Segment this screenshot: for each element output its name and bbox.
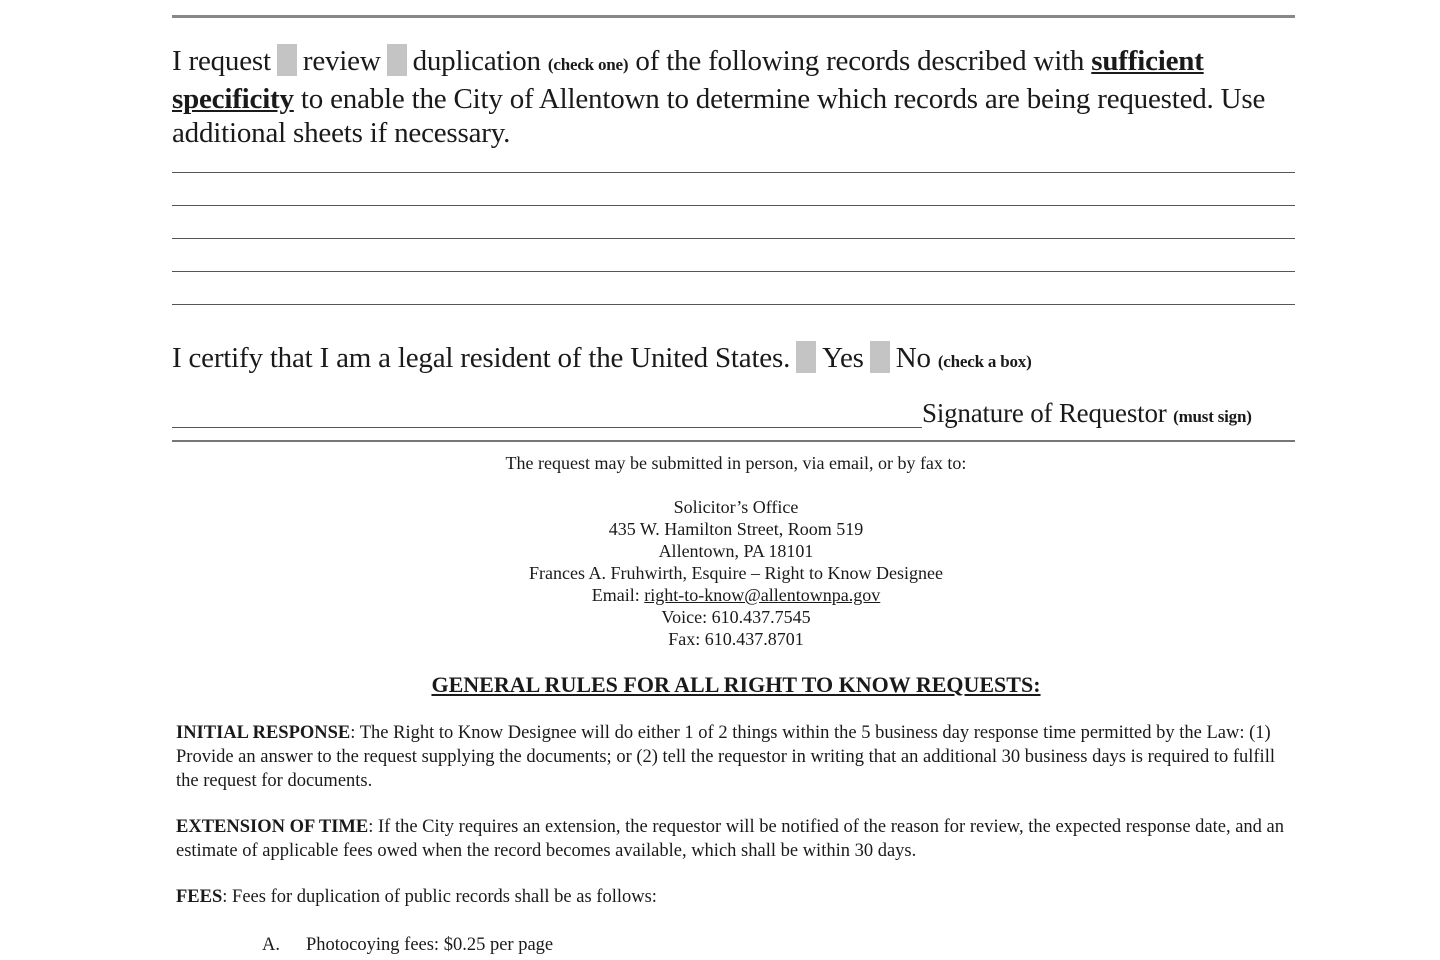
fee-item-letter: A. <box>262 935 280 955</box>
street-address: 435 W. Hamilton Street, Room 519 <box>608 519 864 539</box>
signature-divider <box>172 440 1295 442</box>
yes-label: Yes <box>822 342 864 374</box>
request-paragraph <box>172 44 1297 150</box>
duplication-label: duplication <box>412 45 541 77</box>
check-a-box-note: (check a box) <box>937 352 1032 371</box>
signature-line[interactable] <box>172 427 922 428</box>
email-row <box>172 584 1300 606</box>
writing-line-3[interactable] <box>172 238 1295 239</box>
fee-item <box>262 933 553 957</box>
submission-intro: The request may be submitted in person, via email, or by fax to: <box>505 453 967 473</box>
voice-number: Voice: 610.437.7545 <box>661 607 811 627</box>
writing-line-5[interactable] <box>172 304 1295 305</box>
yes-checkbox[interactable] <box>796 341 816 373</box>
request-text-2: to enable the City of Allentown to determine which records are being requested. Use additional sheets if necessary. <box>172 83 1266 149</box>
email-link[interactable]: right-to-know@allentownpa.gov <box>644 585 881 605</box>
initial-response-text: : The Right to Know Designee will do either 1 of 2 things within the 5 business day response time permitted by the Law: (1) Provide an answer to the request supplying the documents; or (2) tell the requestor in writing that an additional 30 business days is required to fulfill the request for documents. <box>176 723 1275 791</box>
initial-response-label: INITIAL RESPONSE <box>176 723 351 743</box>
general-rules-heading: GENERAL RULES FOR ALL RIGHT TO KNOW REQUESTS: <box>431 672 1041 697</box>
designee-name: Frances A. Fruhwirth, Esquire – Right to Know Designee <box>529 563 943 583</box>
sufficient-emphasis: sufficient <box>1091 45 1204 77</box>
certify-text: I certify that I am a legal resident of the United States. <box>172 342 791 374</box>
signature-label-row <box>922 396 1252 434</box>
fees-paragraph <box>176 885 1296 909</box>
email-label: Email: <box>591 585 640 605</box>
no-checkbox[interactable] <box>870 341 890 373</box>
no-label: No <box>895 342 931 374</box>
extension-text: : If the City requires an extension, the requestor will be notified of the reason for review, the expected response date, and an estimate of applicable fees owed when the record becomes available, which shall be within 30 days. <box>176 817 1285 861</box>
specificity-emphasis: specificity <box>172 83 294 115</box>
extension-label: EXTENSION OF TIME <box>176 817 369 837</box>
request-lead: I request <box>172 45 271 77</box>
fees-text: : Fees for duplication of public records shall be as follows: <box>222 887 657 907</box>
signature-label: Signature of Requestor <box>922 398 1167 428</box>
writing-line-2[interactable] <box>172 205 1295 206</box>
fee-item-text: Photocoying fees: $0.25 per page <box>306 935 554 955</box>
fax-number: Fax: 610.437.8701 <box>668 629 804 649</box>
initial-response-paragraph <box>176 721 1296 793</box>
writing-line-4[interactable] <box>172 271 1295 272</box>
submission-address <box>172 496 1300 650</box>
writing-line-1[interactable] <box>172 172 1295 173</box>
review-label: review <box>302 45 381 77</box>
review-checkbox[interactable] <box>277 44 297 76</box>
must-sign-note: (must sign) <box>1173 407 1252 426</box>
request-text-1: of the following records described with <box>635 45 1085 77</box>
certify-row <box>172 341 1032 379</box>
office-name: Solicitor’s Office <box>673 497 799 517</box>
check-one-note: (check one) <box>547 55 629 74</box>
top-divider <box>172 15 1295 18</box>
duplication-checkbox[interactable] <box>387 44 407 76</box>
extension-paragraph <box>176 815 1296 863</box>
city-address: Allentown, PA 18101 <box>658 541 814 561</box>
fees-label: FEES <box>176 887 223 907</box>
